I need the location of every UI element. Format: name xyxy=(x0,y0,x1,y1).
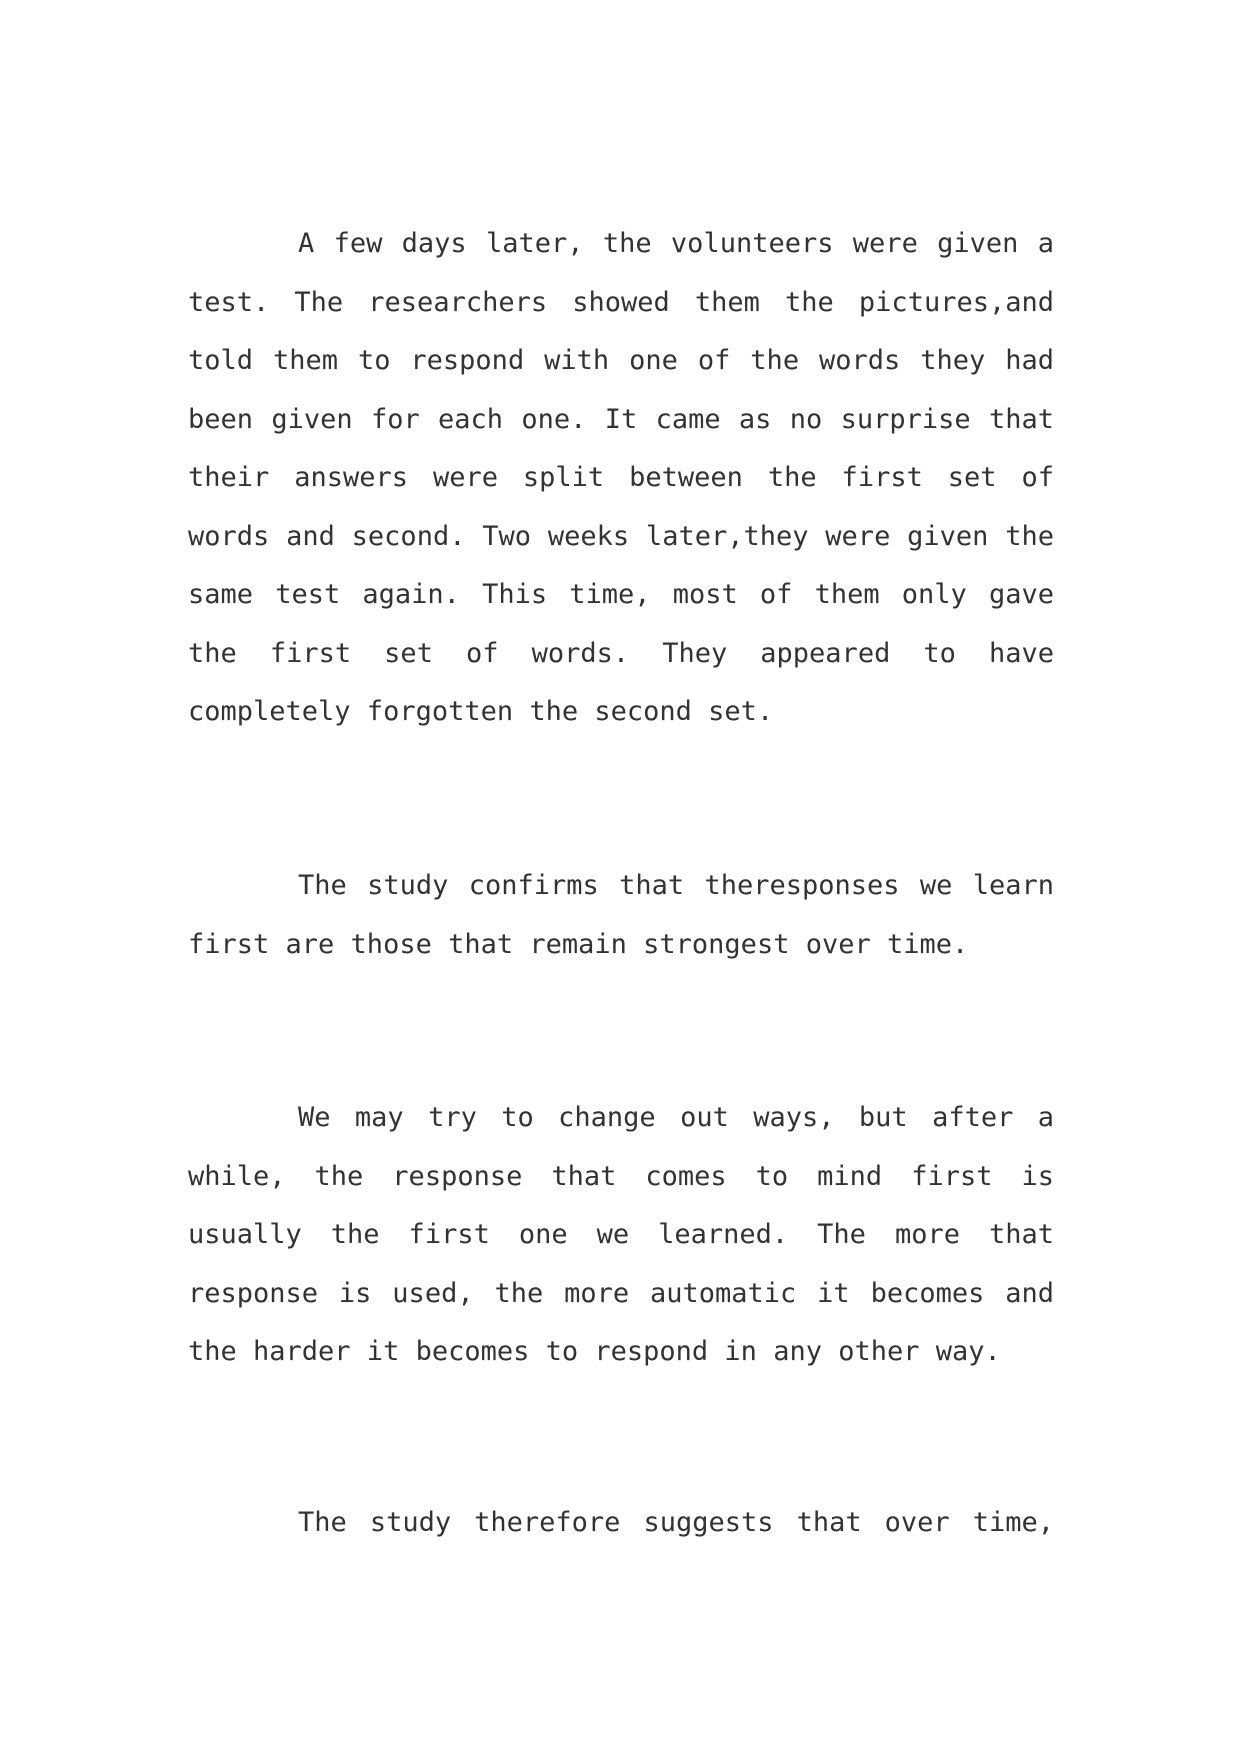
paragraph-study-confirms: The study confirms that theresponses we learn first are those that remain strongest over time. xyxy=(188,870,1054,960)
paragraph-study-suggests: The study therefore suggests that over time, xyxy=(298,1507,1054,1538)
paragraph-change-ways: We may try to change out ways, but after a while, the response that comes to mind first is usually the first one we learned. The more that response is used, the more automatic it becomes and the harder it becomes to respond in any other way. xyxy=(188,1102,1054,1367)
paragraph-volunteers-test: A few days later, the volunteers were given a test. The researchers showed them the pictures,and told them to respond with one of the words they had been given for each one. It came as no surprise that their answers were split between the first set of words and second. Two weeks later,they were given the same test again. This time, most of them only gave the first set of words. They appeared to have completely forgotten the second set. xyxy=(188,228,1054,727)
